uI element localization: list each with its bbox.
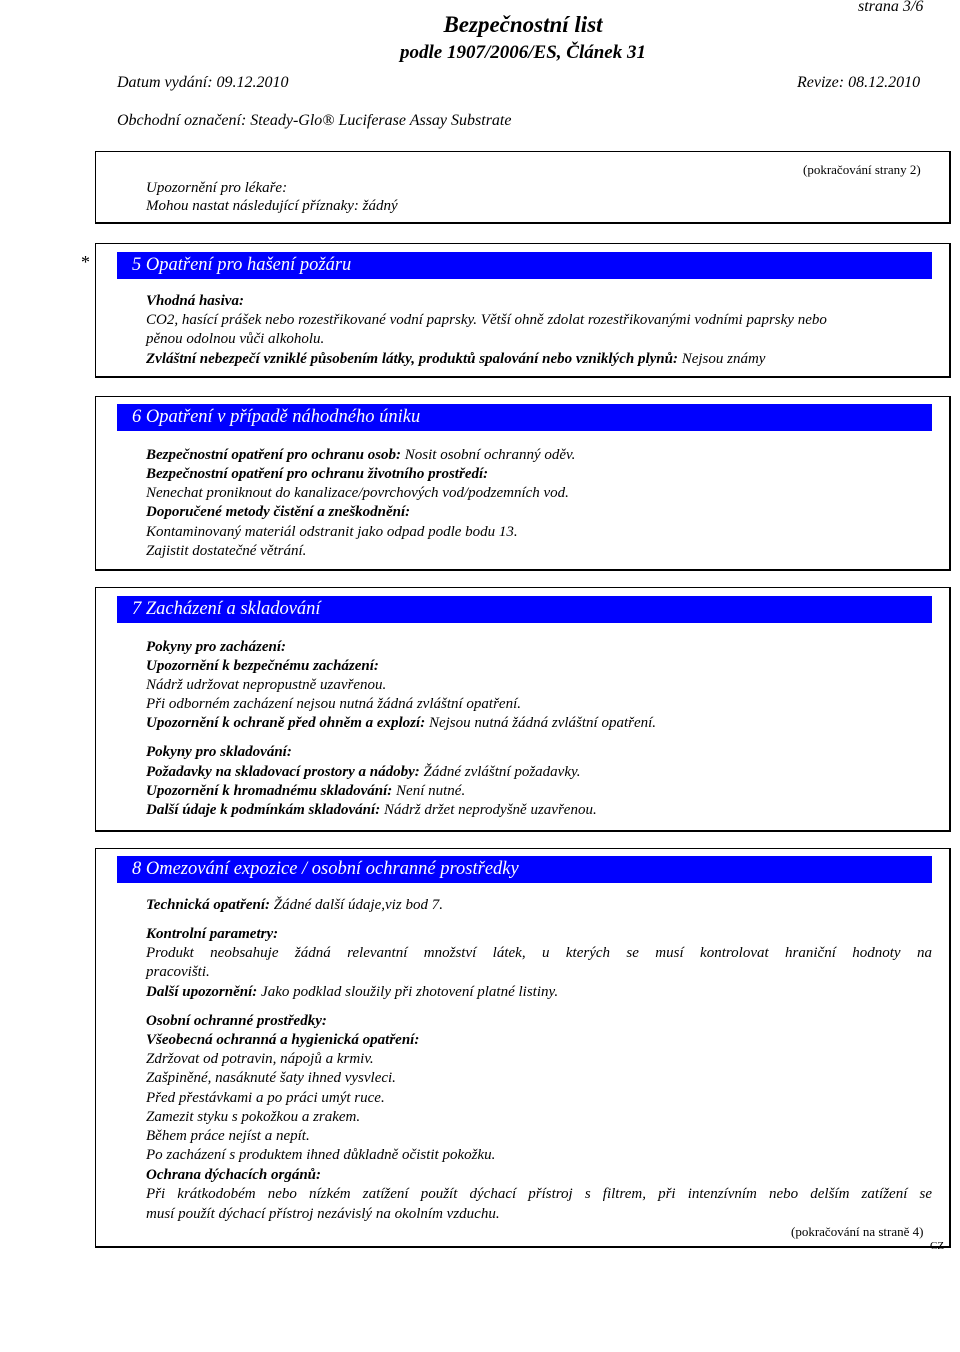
s8-line-11: Zamezit styku s pokožkou a zrakem. bbox=[146, 1109, 361, 1125]
s7-further-value: Nádrž držet neprodyšně uzavřenou. bbox=[380, 802, 597, 818]
physician-note-label: Upozornění pro lékaře: bbox=[146, 180, 288, 196]
s7-line-8 bbox=[146, 782, 465, 801]
s8-line-7: Všeobecná ochranná a hygienická opatření: bbox=[146, 1032, 420, 1048]
section-5-heading: 5 Opatření pro hašení požáru bbox=[117, 252, 932, 279]
s5-line-2: CO2, hasící prášek nebo rozestřikované vodní paprsky. Větší ohně zdolat rozestřikovanými vodními paprsky nebo bbox=[146, 312, 827, 328]
s8-line-5 bbox=[146, 983, 558, 1002]
s5-hazard-value: Nejsou známy bbox=[677, 351, 766, 367]
section-6-heading: 6 Opatření v případě náhodného úniku bbox=[117, 404, 932, 431]
s7-fire-value: Nejsou nutná žádná zvláštní opatření. bbox=[425, 715, 657, 731]
product-name: Obchodní označení: Steady-Glo® Luciferase Assay Substrate bbox=[117, 112, 512, 129]
physician-note-value: Mohou nastat následující příznaky: žádný bbox=[146, 198, 398, 214]
s6-line-5: Kontaminovaný materiál odstranit jako odpad podle bodu 13. bbox=[146, 524, 518, 540]
s8-line-15: Při krátkodobém nebo nízkém zatížení použít dýchací přístroj s filtrem, při intenzívním nebo delším zatížení se bbox=[146, 1186, 932, 1202]
s8-line-4: pracovišti. bbox=[146, 964, 210, 980]
s8-line-12: Během práce nejíst a nepít. bbox=[146, 1128, 310, 1144]
s6-line-2: Bezpečnostní opatření pro ochranu životního prostředí: bbox=[146, 466, 489, 482]
s7-fire-label: Upozornění k ochraně před ohněm a explozí: bbox=[146, 715, 426, 731]
s6-line-3: Nenechat proniknout do kanalizace/povrchových vod/podzemních vod. bbox=[146, 485, 569, 501]
s7-line-1: Pokyny pro zacházení: bbox=[146, 639, 286, 655]
s5-line-1: Vhodná hasiva: bbox=[146, 293, 244, 309]
s7-line-4: Při odborném zacházení nejsou nutná žádná zvláštní opatření. bbox=[146, 696, 521, 712]
s8-line-10: Před přestávkami a po práci umýt ruce. bbox=[146, 1090, 385, 1106]
s5-hazard-label: Zvláštní nebezpečí vzniklé působením látky, produktů spalování nebo vzniklých plynů: bbox=[146, 351, 678, 367]
s7-further-label: Další údaje k podmínkám skladování: bbox=[146, 802, 381, 818]
section-8-heading: 8 Omezování expozice / osobní ochranné prostředky bbox=[117, 856, 932, 883]
s8-line-9: Zašpiněné, nasáknuté šaty ihned vysvleci. bbox=[146, 1070, 396, 1086]
s7-storage-req-value: Žádné zvláštní požadavky. bbox=[419, 764, 581, 780]
s7-line-9 bbox=[146, 801, 597, 820]
s8-line-13: Po zacházení s produktem ihned důkladně očistit pokožku. bbox=[146, 1147, 496, 1163]
language-code: CZ bbox=[930, 1240, 945, 1252]
s8-additional-label: Další upozornění: bbox=[146, 984, 258, 1000]
s8-line-14: Ochrana dýchacích orgánů: bbox=[146, 1167, 322, 1183]
document-subtitle: podle 1907/2006/ES, Článek 31 bbox=[400, 42, 646, 63]
s7-joint-storage-label: Upozornění k hromadnému skladování: bbox=[146, 783, 393, 799]
s8-additional-value: Jako podklad sloužily při zhotovení platné listiny. bbox=[257, 984, 559, 1000]
s8-line-2: Kontrolní parametry: bbox=[146, 926, 279, 942]
s5-line-4 bbox=[146, 350, 765, 369]
issue-date: Datum vydání: 09.12.2010 bbox=[117, 74, 289, 91]
s8-technical-label: Technická opatření: bbox=[146, 897, 271, 913]
section-7-heading: 7 Zacházení a skladování bbox=[117, 596, 932, 623]
s7-line-6: Pokyny pro skladování: bbox=[146, 744, 292, 760]
document-title: Bezpečnostní list bbox=[443, 12, 603, 37]
s7-joint-storage-value: Není nutné. bbox=[392, 783, 466, 799]
s7-line-2: Upozornění k bezpečnému zacházení: bbox=[146, 658, 379, 674]
s8-technical-value: Žádné další údaje,viz bod 7. bbox=[270, 897, 443, 913]
s8-line-1 bbox=[146, 896, 443, 915]
s6-line-4: Doporučené metody čistění a zneškodnění: bbox=[146, 504, 411, 520]
changed-marker: * bbox=[81, 252, 90, 272]
s8-line-8: Zdržovat od potravin, nápojů a krmiv. bbox=[146, 1051, 374, 1067]
continued-on-label: (pokračování na straně 4) bbox=[791, 1224, 924, 1239]
s6-personal-value: Nosit osobní ochranný oděv. bbox=[401, 447, 576, 463]
s7-line-5 bbox=[146, 714, 656, 733]
s6-personal-label: Bezpečnostní opatření pro ochranu osob: bbox=[146, 447, 402, 463]
s7-line-7 bbox=[146, 763, 581, 782]
page-number: strana 3/6 bbox=[858, 0, 924, 15]
s7-line-3: Nádrž udržovat nepropustně uzavřenou. bbox=[146, 677, 387, 693]
continued-from-label: (pokračování strany 2) bbox=[803, 162, 921, 177]
s8-line-6: Osobní ochranné prostředky: bbox=[146, 1013, 327, 1029]
s7-storage-req-label: Požadavky na skladovací prostory a nádoby: bbox=[146, 764, 420, 780]
s8-line-3: Produkt neobsahuje žádná relevantní množství látek, u kterých se musí kontrolovat hraniční hodnoty na bbox=[146, 945, 932, 961]
s5-line-3: pěnou odolnou vůči alkoholu. bbox=[146, 331, 325, 347]
s6-line-1 bbox=[146, 446, 575, 465]
s6-line-6: Zajistit dostatečné větrání. bbox=[146, 543, 307, 559]
s8-line-16: musí použít dýchací přístroj nezávislý na okolním vzduchu. bbox=[146, 1206, 500, 1222]
revision-date: Revize: 08.12.2010 bbox=[797, 74, 921, 91]
